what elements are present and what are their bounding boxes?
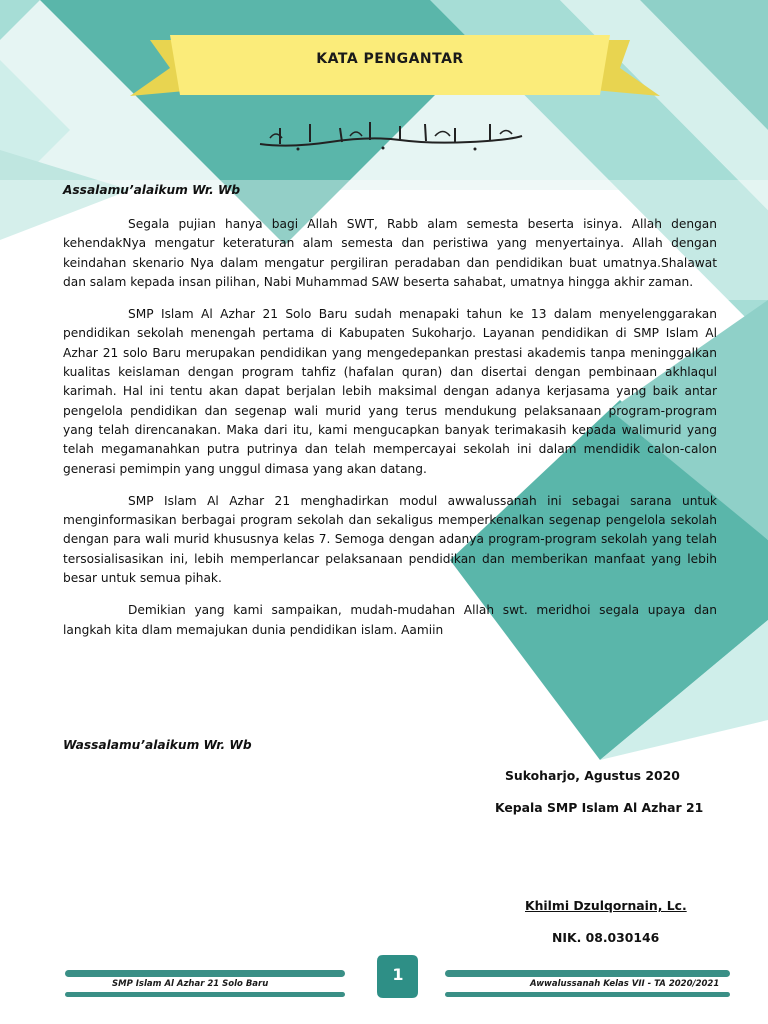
- paragraph-1: Segala pujian hanya bagi Allah SWT, Rabb alam semesta beserta isinya. Allah dengan kehendakNya mengatur keteraturan alam semesta dan peristiwa yang menyertainya. Allah dengan keindahan skenario Nya dalam mengatur pergiliran peradaban dan pendidikan buat umatnya.Shalawat dan salam kepada insan pilihan, Nabi Muhammad SAW beserta sahabat, umatnya hingga akhir zaman.: [63, 217, 717, 289]
- page-title: KATA PENGANTAR: [316, 51, 464, 67]
- paragraph-2: SMP Islam Al Azhar 21 Solo Baru sudah menapaki tahun ke 13 dalam menyelenggarakan pendidikan sekolah menengah pertama di Kabupaten Sukoharjo. Layanan pendidikan di SMP Islam Al Azhar 21 solo Baru merupakan pendidikan yang mengedepankan prestasi akademis tanpa meninggalkan kualitas keislaman dengan program tahfiz (hafalan quran) dan disertai dengan pembinaan akhlaqul karimah. Hal ini tentu akan dapat berjalan lebih maksimal dengan adanya kerjasama yang baik antar pengelola pendidikan dan segenap wali murid yang terus mendukung pelaksanaan program-program yang telah direncanakan. Maka dari itu, kami mengucapkan banyak terimakasih kepada walimurid yang telah megamanahkan putra putrinya dan telah mempercayai sekolah ini dalam mendidik calon-calon generasi pemimpin yang unggul dimasa yang akan datang.: [63, 307, 717, 476]
- signature-name: Khilmi Dzulqornain, Lc.: [525, 898, 687, 913]
- footer-school-name: SMP Islam Al Azhar 21 Solo Baru: [112, 979, 269, 989]
- page-number: 1: [392, 965, 404, 984]
- paragraph-4: Demikian yang kami sampaikan, mudah-mudahan Allah swt. meridhoi segala upaya dan langkah kita dlam memajukan dunia pendidikan islam. Aamiin: [63, 603, 717, 637]
- closing-greeting: Wassalamu’alaikum Wr. Wb: [63, 738, 252, 752]
- footer-module-info: Awwalussanah Kelas VII - TA 2020/2021: [530, 979, 720, 989]
- paragraph-3: SMP Islam Al Azhar 21 menghadirkan modul awwalussanah ini sebagai sarana untuk menginformasikan berbagai program sekolah dan sekaligus memperkenalkan segenap pengelola sekolah dengan para wali murid khususnya kelas 7. Semoga dengan adanya program-program sekolah yang telah tersosialisasikan ini, lebih memperlancar pelaksanaan pendidikan dan memberikan manfaat yang lebih besar untuk semua pihak.: [63, 493, 717, 586]
- signature-place-date: Sukoharjo, Agustus 2020: [505, 768, 680, 783]
- basmala-calligraphy-icon: [250, 118, 530, 154]
- signature-position: Kepala SMP Islam Al Azhar 21: [495, 800, 704, 815]
- opening-greeting: Assalamu’alaikum Wr. Wb: [63, 183, 241, 197]
- signature-nik: NIK. 08.030146: [552, 930, 660, 945]
- letter-body: [63, 215, 717, 653]
